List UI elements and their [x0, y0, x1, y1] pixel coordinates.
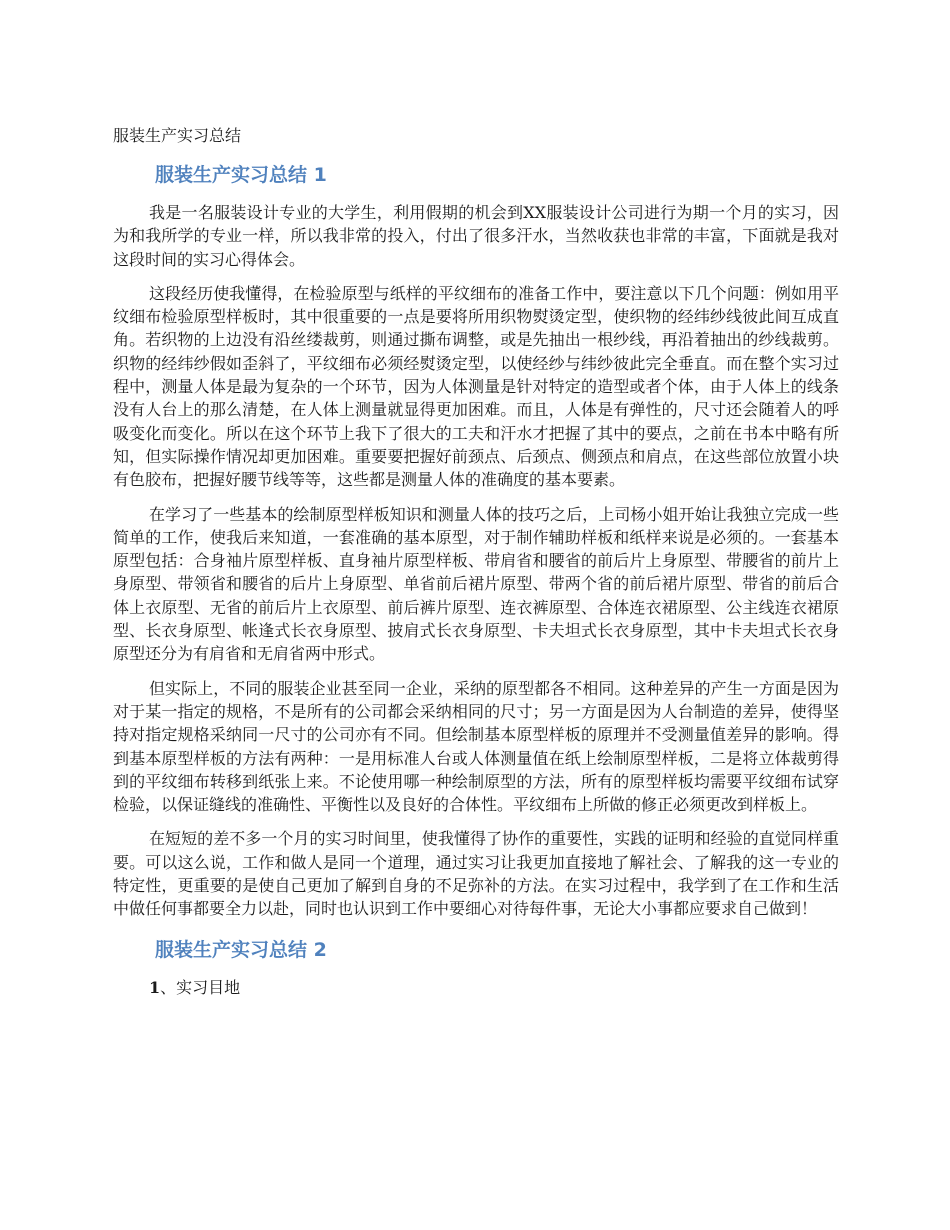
document-title: 服装生产实习总结 [113, 126, 242, 145]
paragraph-2: 这段经历使我懂得，在检验原型与纸样的平纹细布的准备工作中，要注意以下几个问题：例如用平纹细布检验原型样板时，其中很重要的一点是要将所用织物熨烫定型，使织物的经纬纱线彼此间互成直角。若织物的上边没有沿丝缕裁剪，则通过撕布调整，或是先抽出一根纱线，再沿着抽出的纱线裁剪。织物的经纬纱假如歪斜了，平纹细布必须经熨烫定型，以使经纱与纬纱彼此完全垂直。而在整个实习过程中，测量人体是最为复杂的一个环节，因为人体测量是针对特定的造型或者个体，由于人体上的线条没有人台上的那么清楚，在人体上测量就显得更加困难。而且，人体是有弹性的，尺寸还会随着人的呼吸变化而变化。所以在这个环节上我下了很大的工夫和汗水才把握了其中的要点，之前在书本中略有所知，但实际操作情况却更加困难。重要要把握好前颈点、后颈点、侧颈点和肩点，在这些部位放置小块有色胶布，把握好腰节线等等，这些都是测量人体的准确度的基本要素。 [113, 283, 839, 490]
sub-heading-text: 、实习目地 [160, 977, 241, 997]
section-heading-1: 服装生产实习总结 1 [155, 164, 327, 186]
paragraph-1: 我是一名服装设计专业的大学生，利用假期的机会到XX服装设计公司进行为期一个月的实习，因为和我所学的专业一样，所以我非常的投入，付出了很多汗水，当然收获也非常的丰富，下面就是我对这段时间的实习心得体会。 [113, 203, 839, 269]
sub-heading-objective [113, 976, 839, 1000]
sub-heading-number: 1 [149, 977, 161, 997]
paragraph-4: 但实际上，不同的服装企业甚至同一企业，采纳的原型都各不相同。这种差异的产生一方面是因为对于某一指定的规格，不是所有的公司都会采纳相同的尺寸；另一方面是因为人台制造的差异，使得坚持对指定规格采纳同一尺寸的公司亦有不同。但绘制基本原型样板的原理并不受测量值差异的影响。得到基本原型样板的方法有两种：一是用标准人台或人体测量值在纸上绘制原型样板，二是将立体裁剪得到的平纹细布转移到纸张上来。不论使用哪一种绘制原型的方法，所有的原型样板均需要平纹细布试穿检验，以保证缝线的准确性、平衡性以及良好的合体性。平纹细布上所做的修正必须更改到样板上。 [113, 678, 839, 815]
paragraph-5: 在短短的差不多一个月的实习时间里，使我懂得了协作的重要性，实践的证明和经验的直觉同样重要。可以这么说，工作和做人是同一个道理，通过实习让我更加直接地了解社会、了解我的这一专业的特定性，更重要的是使自己更加了解到自身的不足弥补的方法。在实习过程中，我学到了在工作和生活中做任何事都要全力以赴，同时也认识到工作中要细心对待每件事，无论大小事都应要求自己做到！ [113, 829, 839, 919]
paragraph-3: 在学习了一些基本的绘制原型样板知识和测量人体的技巧之后，上司杨小姐开始让我独立完成一些简单的工作，使我后来知道，一套准确的基本原型，对于制作辅助样板和纸样来说是必须的。一套基本原型包括：合身袖片原型样板、直身袖片原型样板、带肩省和腰省的前后片上身原型、带腰省的前片上身原型、带领省和腰省的后片上身原型、单省前后裙片原型、带两个省的前后裙片原型、带省的前后合体上衣原型、无省的前后片上衣原型、前后裤片原型、连衣裤原型、合体连衣裙原型、公主线连衣裙原型、长衣身原型、帐逢式长衣身原型、披肩式长衣身原型、卡夫坦式长衣身原型，其中卡夫坦式长衣身原型还分为有肩省和无肩省两中形式。 [113, 504, 839, 664]
document-body [113, 124, 839, 1000]
section-heading-2: 服装生产实习总结 2 [155, 938, 327, 961]
